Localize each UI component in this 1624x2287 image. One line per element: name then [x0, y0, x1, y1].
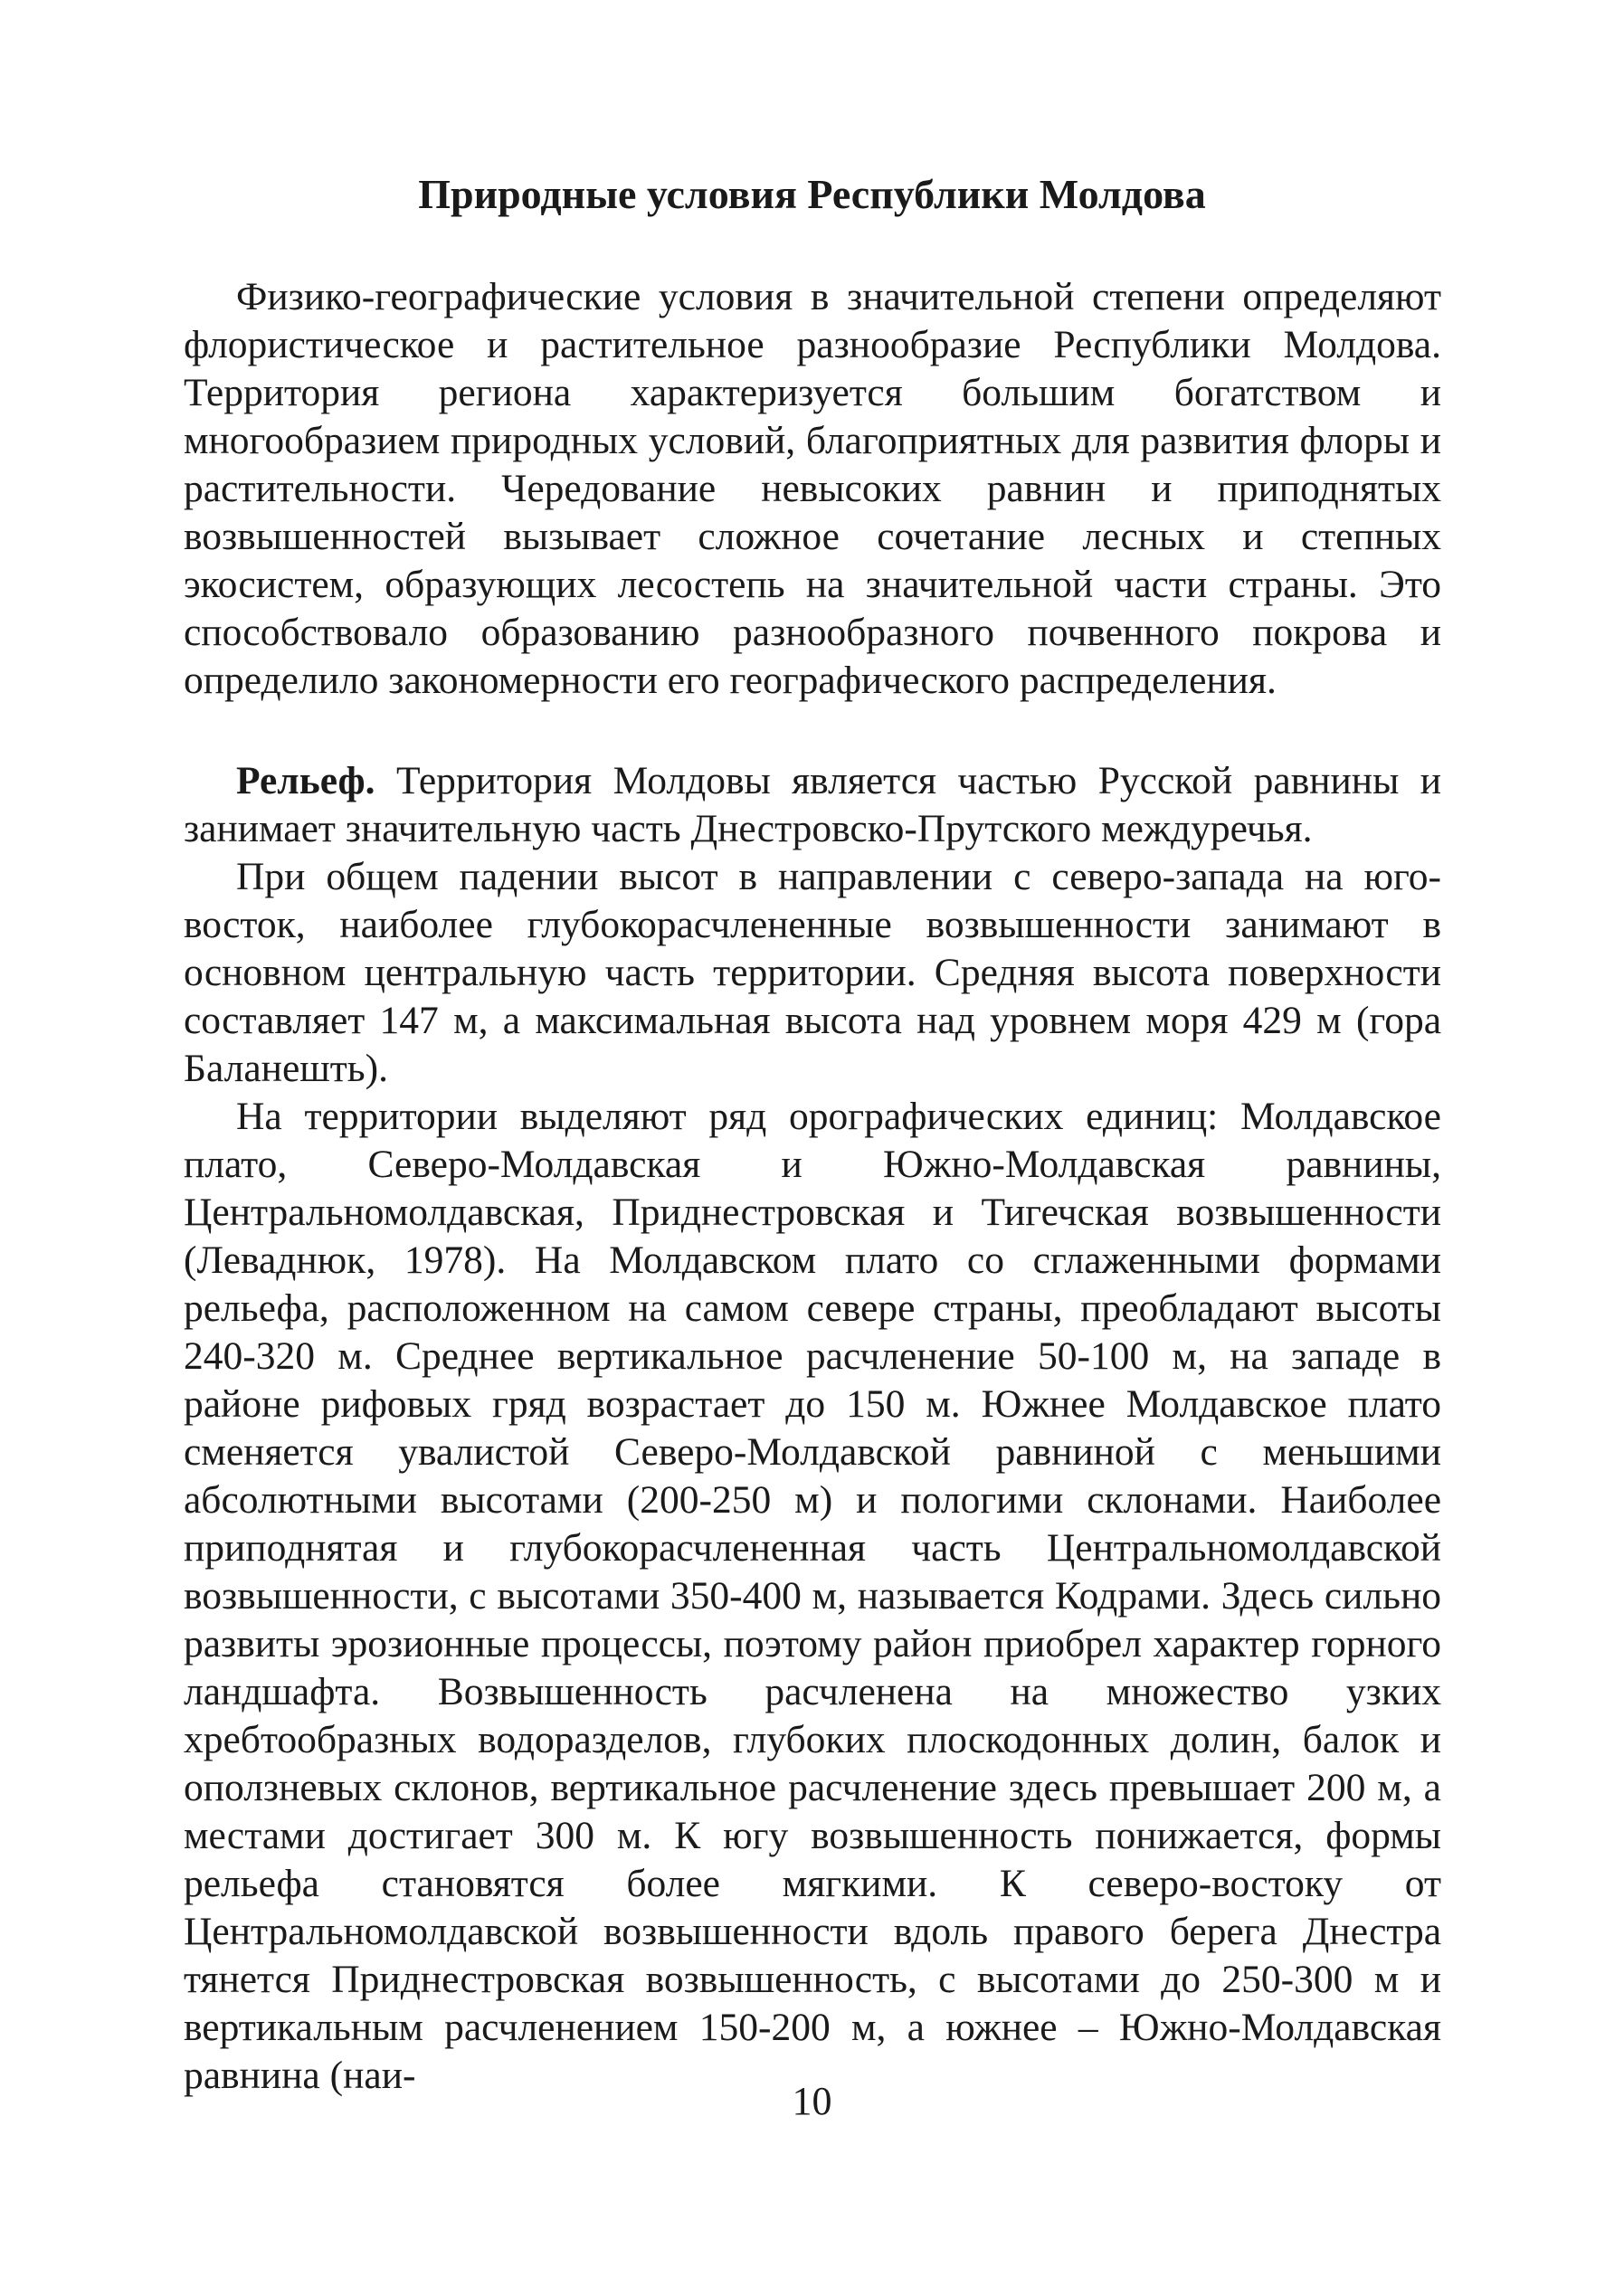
page-title: Природные условия Республики Молдова — [418, 171, 1206, 217]
page-number: 10 — [792, 2079, 832, 2123]
relief-paragraph-1 — [184, 757, 1441, 853]
relief-paragraph-1-text: Территория Молдовы является частью Русской равнины и занимает значительную часть Днестровско-Прутского междуречья. — [184, 759, 1441, 850]
relief-section — [184, 757, 1441, 2100]
relief-paragraph-2: При общем падении высот в направлении с северо-запада на юго-восток, наиболее глубокорасчлененные возвышенности занимают в основном центральную часть территории. Средняя высота поверхности составляет 147 м, а максимальная высота над уровнем моря 429 м (гора Баланешть). — [184, 855, 1441, 1090]
relief-paragraph-3: На территории выделяют ряд орографических единиц: Молдавское плато, Северо-Молдавская и Южно-Молдавская равнины, Центральномолдавская, Приднестровская и Тигечская возвышенности (Леваднюк, 1978). На Молдавском плато со сглаженными формами рельефа, расположенном на самом севере страны, преобладают высоты 240-320 м. Среднее вертикальное расчленение 50-100 м, на западе в районе рифовых гряд возрастает до 150 м. Южнее Молдавское плато сменяется увалистой Северо-Молдавской равниной с меньшими абсолютными высотами (200-250 м) и пологими склонами. Наиболее приподнятая и глубокорасчлененная часть Центральномолдавской возвышенности, с высотами 350-400 м, называется Кодрами. Здесь сильно развиты эрозионные процессы, поэтому район приобрел характер горного ландшафта. Возвышенность расчленена на множество узких хребтообразных водоразделов, глубоких плоскодонных долин, балок и оползневых склонов, вертикальное расчленение здесь превышает 200 м, а местами достигает 300 м. К югу возвышенность понижается, формы рельефа становятся более мягкими. К северо-востоку от Центральномолдавской возвышенности вдоль правого берега Днестра тянется Приднестровская возвышенность, с высотами до 250-300 м и вертикальным расчленением 150-200 м, а южнее – Южно-Молдавская равнина (наи- — [184, 1095, 1441, 2097]
relief-heading: Рельеф. — [236, 759, 375, 802]
intro-paragraph: Физико-географические условия в значительной степени определяют флористическое и растительное разнообразие Республики Молдова. Территория региона характеризуется большим богатством и многообразием природных условий, благоприятных для развития флоры и растительности. Чередование невысоких равнин и приподнятых возвышенностей вызывает сложное сочетание лесных и степных экосистем, образующих лесостепь на значительной части страны. Это способствовало образованию разнообразного почвенного покрова и определило закономерности его географического распределения. — [184, 275, 1441, 702]
intro-section — [184, 273, 1441, 705]
